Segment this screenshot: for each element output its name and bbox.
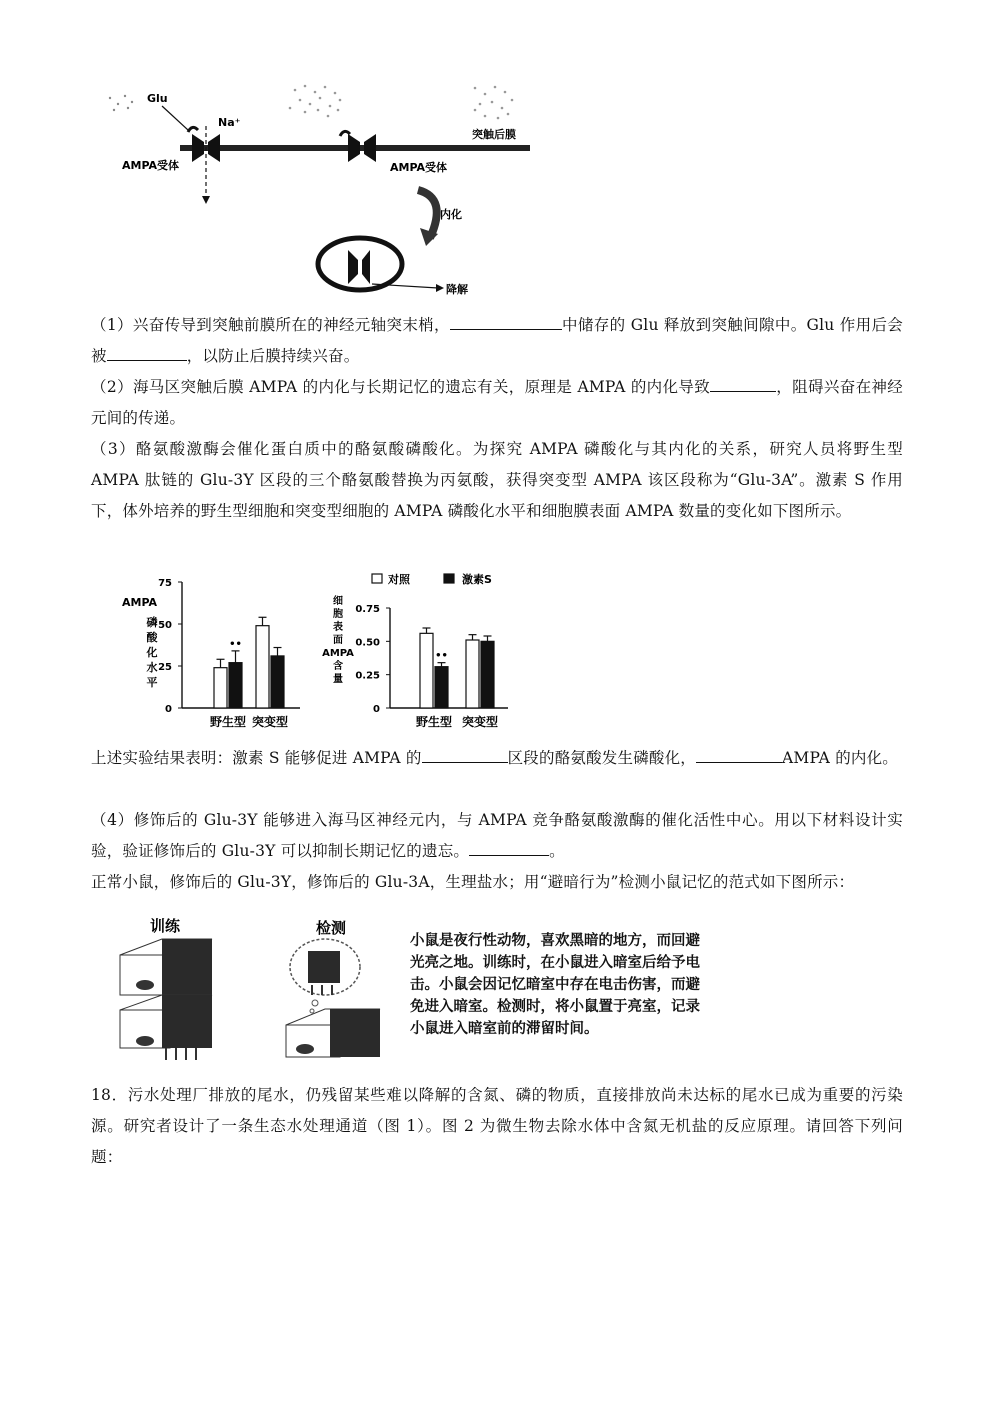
surface-ampa-chart [322,572,508,729]
ampa-channel-left-b [208,134,220,162]
x-category-label: 突变型 [251,715,289,729]
phosphorylation-chart [122,578,300,729]
y-axis-label-char: 胞 [333,609,343,620]
x-category-label: 突变型 [461,715,499,729]
ampa-receptor-mid-label: AMPA受体 [390,161,448,174]
y-tick-label: 50 [158,620,172,631]
y-axis-label-char: 量 [333,674,343,685]
y-tick-label: 0 [373,704,380,715]
y-axis-label-char: 表 [333,622,343,633]
question-18 [91,1080,903,1173]
q1-text-c: ，以防止后膜持续兴奋。 [186,347,360,365]
y-axis-label-char: 平 [146,676,158,689]
mouse-avoidance-figure [90,905,410,1065]
bar [271,656,284,708]
bar [466,640,479,708]
testing-label: 检测 [316,919,347,937]
question-2 [91,372,903,434]
bar [214,668,227,708]
y-axis-label-char: 含 [333,661,343,672]
bar [256,626,269,708]
conclusion-blank-1[interactable] [422,746,508,763]
significance-marker: •• [435,650,448,662]
y-tick-label: 25 [158,662,172,673]
bar [435,667,448,708]
synapse-figure [100,78,540,303]
y-axis-label-char: 细 [333,596,343,607]
mouse-icon [136,980,154,990]
electric-shock-icon [166,1048,196,1060]
ampa-charts [100,568,520,738]
q4-materials: 正常小鼠，修饰后的 Glu-3Y，修饰后的 Glu-3A，生理盐水；用“避暗行为”检测小鼠记忆的范式如下图所示： [91,873,855,891]
y-axis-label-char: 水 [146,661,158,674]
training-box-2 [120,995,212,1060]
endosome-ring [318,238,402,290]
x-category-label: 野生型 [415,715,453,729]
q1-blank-1[interactable] [450,313,562,330]
legend-label-control: 对照 [388,573,410,586]
q1-blank-2[interactable] [107,344,187,361]
legend-swatch-control [372,574,382,583]
legend-swatch-hormone [444,574,454,583]
na-label: Na⁺ [218,116,241,129]
q1-text-a: （1）兴奋传导到突触前膜所在的神经元轴突末梢， [91,316,450,334]
y-axis-label-char: 面 [333,635,343,646]
conclusion-text-c: AMPA 的内化。 [782,749,898,767]
ampa-receptor-left-label: AMPA受体 [122,159,180,172]
y-axis-label-char: 酸 [146,631,158,644]
chart-legend [372,572,492,586]
question-4 [91,805,903,898]
question-1 [91,310,903,372]
glu-label: Glu [147,92,168,105]
training-label: 训练 [150,917,181,935]
q2-text-b: ，阻碍兴奋在神经元间的传递。 [91,378,903,427]
bar [481,641,494,708]
q1-text-b: 中储存的 Glu 释放到突触间隙中。Glu 作用后会被 [91,316,903,365]
question-3 [91,434,903,527]
q4-blank[interactable] [469,839,549,856]
internalization-label: 内化 [440,208,462,221]
mouse-figure-note: 小鼠是夜行性动物，喜欢黑暗的地方，而回避光亮之地。训练时，在小鼠进入暗室后给予电击。小鼠会因记忆暗室中存在电击伤害，而避免进入暗室。检测时，将小鼠置于亮室，记录小鼠进入暗室前的滞留时间。 [410,933,700,1037]
q4-text-b: 。 [549,842,565,860]
q3-text: （3）酪氨酸激酶会催化蛋白质中的酪氨酸磷酸化。为探究 AMPA 磷酸化与其内化的关系，研究人员将野生型 AMPA 肽链的 Glu-3Y 区段的三个酪氨酸替换为丙氨酸，获得突变型 AMPA 该区段称为“Glu-3A”。激素 S 作用下，体外培养的野生型细胞和突变型细胞的 AMPA 磷酸化水平和细胞膜表面 AMPA 数量的变化如下图所示。 [91,440,903,520]
y-tick-label: 0.50 [355,637,380,649]
glu-cluster-mid [289,85,342,118]
ampa-channel-left-a [192,134,204,162]
q2-blank[interactable] [710,375,776,392]
conclusion-blank-2[interactable] [696,746,782,763]
y-tick-label: 75 [158,578,172,589]
y-axis-label-char: 化 [146,646,158,659]
y-axis-label-char: 磷 [146,616,158,629]
bar [229,663,242,708]
glu-cluster-right [474,86,514,120]
conclusion-text-b: 区段的酪氨酸发生磷酸化， [507,749,696,767]
training-box-1 [120,939,212,995]
bar [420,633,433,708]
ampa-channel-mid-a [348,134,360,162]
conclusion [91,743,903,774]
ampa-channel-mid-b [364,134,376,162]
y-axis-label-top: AMPA [122,596,158,609]
postsynaptic-membrane-label: 突触后膜 [472,128,516,141]
glu-arrow [162,106,188,130]
significance-marker: •• [229,638,242,650]
y-tick-label: 0 [165,704,172,715]
conclusion-text-a: 上述实验结果表明：激素 S 能够促进 AMPA 的 [91,749,422,767]
y-tick-label: 0.75 [355,604,380,615]
y-tick-label: 0.25 [355,670,380,682]
q18-text: 18．污水处理厂排放的尾水，仍残留某些难以降解的含氮、磷的物质，直接排放尚未达标的尾水已成为重要的污染源。研究者设计了一条生态水处理通道（图 1）。图 2 为微生物去除水体中含氮无机盐的反应原理。请回答下列问题： [91,1086,903,1166]
degradation-label: 降解 [446,283,468,296]
q2-text-a: （2）海马区突触后膜 AMPA 的内化与长期记忆的遗忘有关，原理是 AMPA 的内化导致 [91,378,711,396]
q4-text-a: （4）修饰后的 Glu-3Y 能够进入海马区神经元内，与 AMPA 竞争酪氨酸激酶的催化活性中心。用以下材料设计实验，验证修饰后的 Glu-3Y 可以抑制长期记忆的遗忘。 [91,811,903,860]
testing-box [286,1009,380,1057]
legend-label-hormone: 激素S [462,573,492,586]
x-category-label: 野生型 [209,715,247,729]
y-axis-label-char: AMPA [322,648,354,659]
glu-dots-left [109,95,133,111]
memory-thought-cloud [290,939,360,1013]
